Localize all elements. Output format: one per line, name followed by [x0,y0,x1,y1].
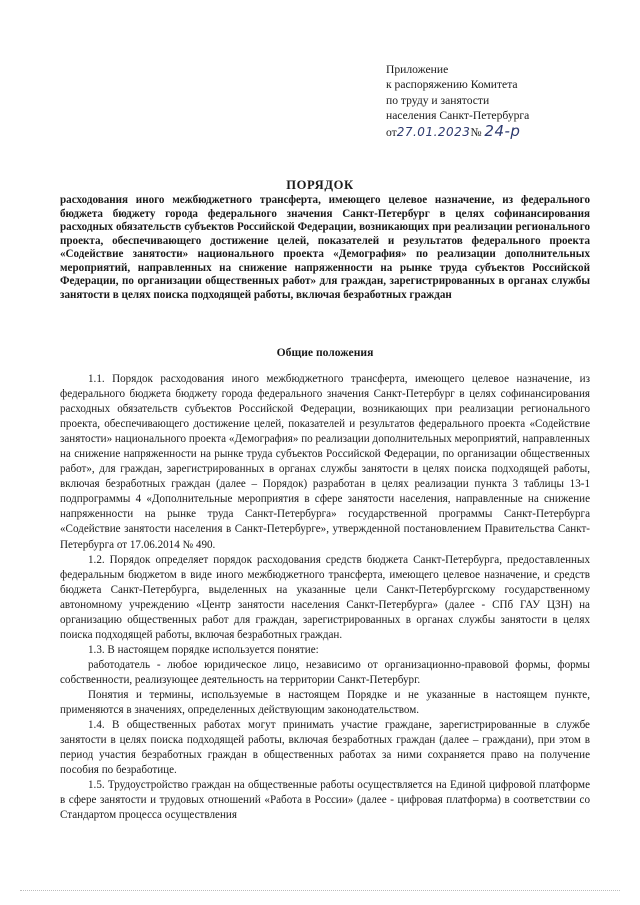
appendix-date-line [386,121,596,140]
paragraph-terms: Понятия и термины, используемые в настоящем Порядке и не указанные в настоящем пункте, применяются в значениях, определенных действующим законодательством. [60,688,590,717]
scan-edge-line [20,890,620,891]
paragraph-1-2: 1.2. Порядок определяет порядок расходования средств бюджета Санкт-Петербурга, предоставленных федеральным бюджетом в виде иного межбюджетного трансферта, имеющего целевое назначение, и средств бюджета Санкт-Петербурга, выделенных на указанные цели Санкт-Петербургскому государственному автономному учреждению «Центр занятости населения Санкт-Петербурга» (далее - СПб ГАУ ЦЗН) на организацию общественных работ для граждан, зарегистрированных в органах службы занятости в целях поиска подходящей работы, включая безработных граждан. [60,553,590,641]
handwritten-number: 24-р [484,121,521,140]
paragraph-1-3: 1.3. В настоящем порядке используется понятие: [88,643,319,656]
appendix-line-2: к распоряжению Комитета [386,78,518,92]
appendix-line-3: по труду и занятости [386,93,490,107]
paragraph-definition: работодатель - любое юридическое лицо, независимо от организационно-правовой формы, формы собственности, реализующее деятельность на территории Санкт-Петербург. [60,658,590,686]
paragraph-1-4: 1.4. В общественных работах могут принимать участие граждане, зарегистрированные в службе занятости в целях поиска подходящей работы, включая безработных граждан (далее – граждани), при этом в период участия безработных граждан в общественных работах за ними сохраняется право на получение пособия по безработице. [60,719,590,777]
section-title: Общие положения [276,346,374,359]
paragraph-1-1: 1.1. Порядок расходования иного межбюджетного трансферта, имеющего целевое назначение, из федерального бюджета бюджету города федерального значения Санкт-Петербург в целях софинансирования расходных обязательств субъектов Российской Федерации, возникающих при реализации регионального проекта, обеспечивающего достижение целей, показателей и результатов федерального проекта «Содействие занятости» национального проекта «Демография» по реализации дополнительных мероприятий, направленных на снижение напряженности на рынке труда субъектов Российской Федерации, по организации общественных работ», для граждан, зарегистрированных в органах службы занятости в целях поиска подходящей работы, включая безработных граждан (далее – Порядок) разработан в целях реализации пункта 3 таблицы 13-1 подпрограммы 4 «Дополнительные мероприятия в сфере занятости населения, направленные на снижение напряженности на рынке труда Санкт-Петербурга» государственной программы Санкт-Петербурга «Содействие занятости населения в Санкт-Петербурге», утвержденной постановлением Правительства Санкт-Петербурга от 17.06.2014 № 490. [60,373,590,551]
date-prefix: от [386,125,397,139]
appendix-block [386,62,596,140]
document-title: ПОРЯДОК [286,178,354,192]
handwritten-date: 27.01.2023 [396,124,471,139]
appendix-line-4: населения Санкт-Петербурга [386,109,530,123]
document-body [60,372,590,823]
number-sign: № [470,125,482,139]
document-subtitle: расходования иного межбюджетного трансферта, имеющего целевое назначение, из федерального бюджета бюджету города федерального значения Санкт-Петербург в целях софинансирования расходных обязательств субъектов Российской Федерации, возникающих при реализации регионального проекта, обеспечивающего достижение целей, показателей и результатов федерального проекта «Содействие занятости» национального проекта «Демография» по реализации дополнительных мероприятий, направленных на снижение напряженности на рынке труда субъектов Российской Федерации, по организации общественных работ» для граждан, зарегистрированных в органах службы занятости в целях поиска подходящей работы, включая безработных граждан [60,194,590,301]
appendix-line-1: Приложение [386,63,449,76]
paragraph-1-5: 1.5. Трудоустройство граждан на общественные работы осуществляется на Единой цифровой платформе в сфере занятости и трудовых отношений «Работа в России» (далее - цифровая платформа) в соответствии со Стандартом процесса осуществления [60,779,590,822]
